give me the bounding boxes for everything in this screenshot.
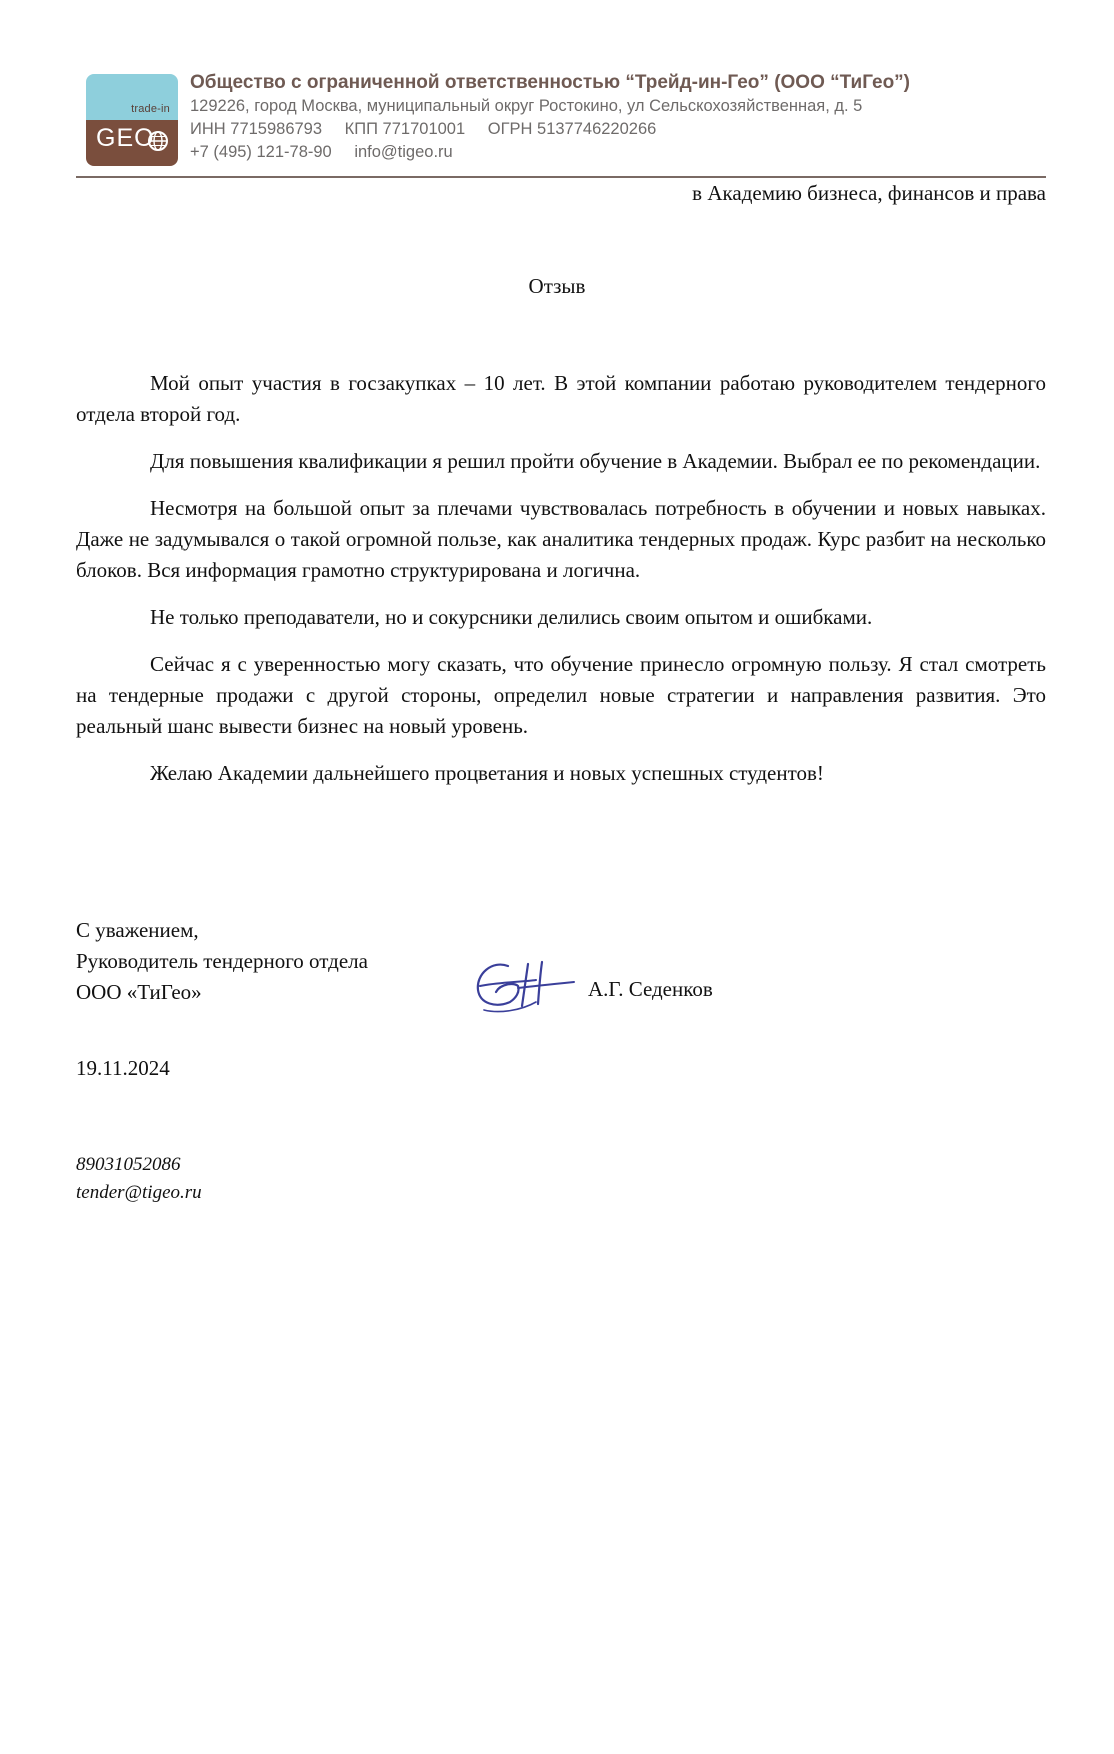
signer-name: А.Г. Седенков [588,977,713,1001]
body-paragraph: Для повышения квалификации я решил пройти обучение в Академии. Выбрал ее по рекомендации. [150,449,1041,473]
company-address: 129226, город Москва, муниципальный округ Ростокино, ул Сельскохозяйственная, д. 5 [190,97,863,115]
closing-regards: С уважением, [76,918,199,942]
company-registration [190,118,910,141]
globe-icon [147,130,169,152]
letterhead-divider [76,176,1046,178]
company-kpp: КПП 771701001 [344,120,466,138]
company-name: Общество с ограниченной ответственностью “Трейд-ин-Гео” (ООО “ТиГео”) [190,72,911,93]
signer-company: ООО «ТиГео» [76,980,202,1004]
body-paragraph: Мой опыт участия в госзакупках – 10 лет. В этой компании работаю руководителем тендерного отдела второй год. [76,371,1046,426]
document-title: Отзыв [528,274,586,298]
logo-big-text: GEO [96,124,155,152]
addressee: в Академию бизнеса, финансов и права [692,181,1046,205]
closing-block [76,915,368,1008]
contact-phone: 89031052086 [76,1154,181,1175]
company-email: info@tigeo.ru [354,143,453,161]
company-contacts [190,141,910,164]
letter-body [76,368,1046,805]
contact-email: tender@tigeo.ru [76,1182,202,1203]
company-inn: ИНН 7715986793 [190,120,323,138]
company-ogrn: ОГРН 5137746220266 [487,120,657,138]
handwritten-signature [470,952,578,1018]
body-paragraph: Желаю Академии дальнейшего процветания и новых успешных студентов! [150,761,824,785]
logo-small-text: trade-in [131,103,170,115]
company-logo [86,74,178,166]
contact-block [76,1151,202,1207]
company-header [190,71,910,164]
body-paragraph: Несмотря на большой опыт за плечами чувствовалась потребность в обучении и новых навыках. Даже не задумывался о такой огромной пользе, как аналитика тендерных продаж. Курс разбит на несколько блоков. Вся информация грамотно структурирована и логична. [76,496,1046,582]
signer-position: Руководитель тендерного отдела [76,949,368,973]
body-paragraph: Сейчас я с уверенностью могу сказать, что обучение принесло огромную пользу. Я стал смотреть на тендерные продажи с другой стороны, определил новые стратегии и направления развития. Это реальный шанс вывести бизнес на новый уровень. [76,652,1046,738]
company-phone: +7 (495) 121-78-90 [190,143,332,161]
letter-date: 19.11.2024 [76,1056,170,1080]
body-paragraph: Не только преподаватели, но и сокурсники делились своим опытом и ошибками. [150,605,873,629]
